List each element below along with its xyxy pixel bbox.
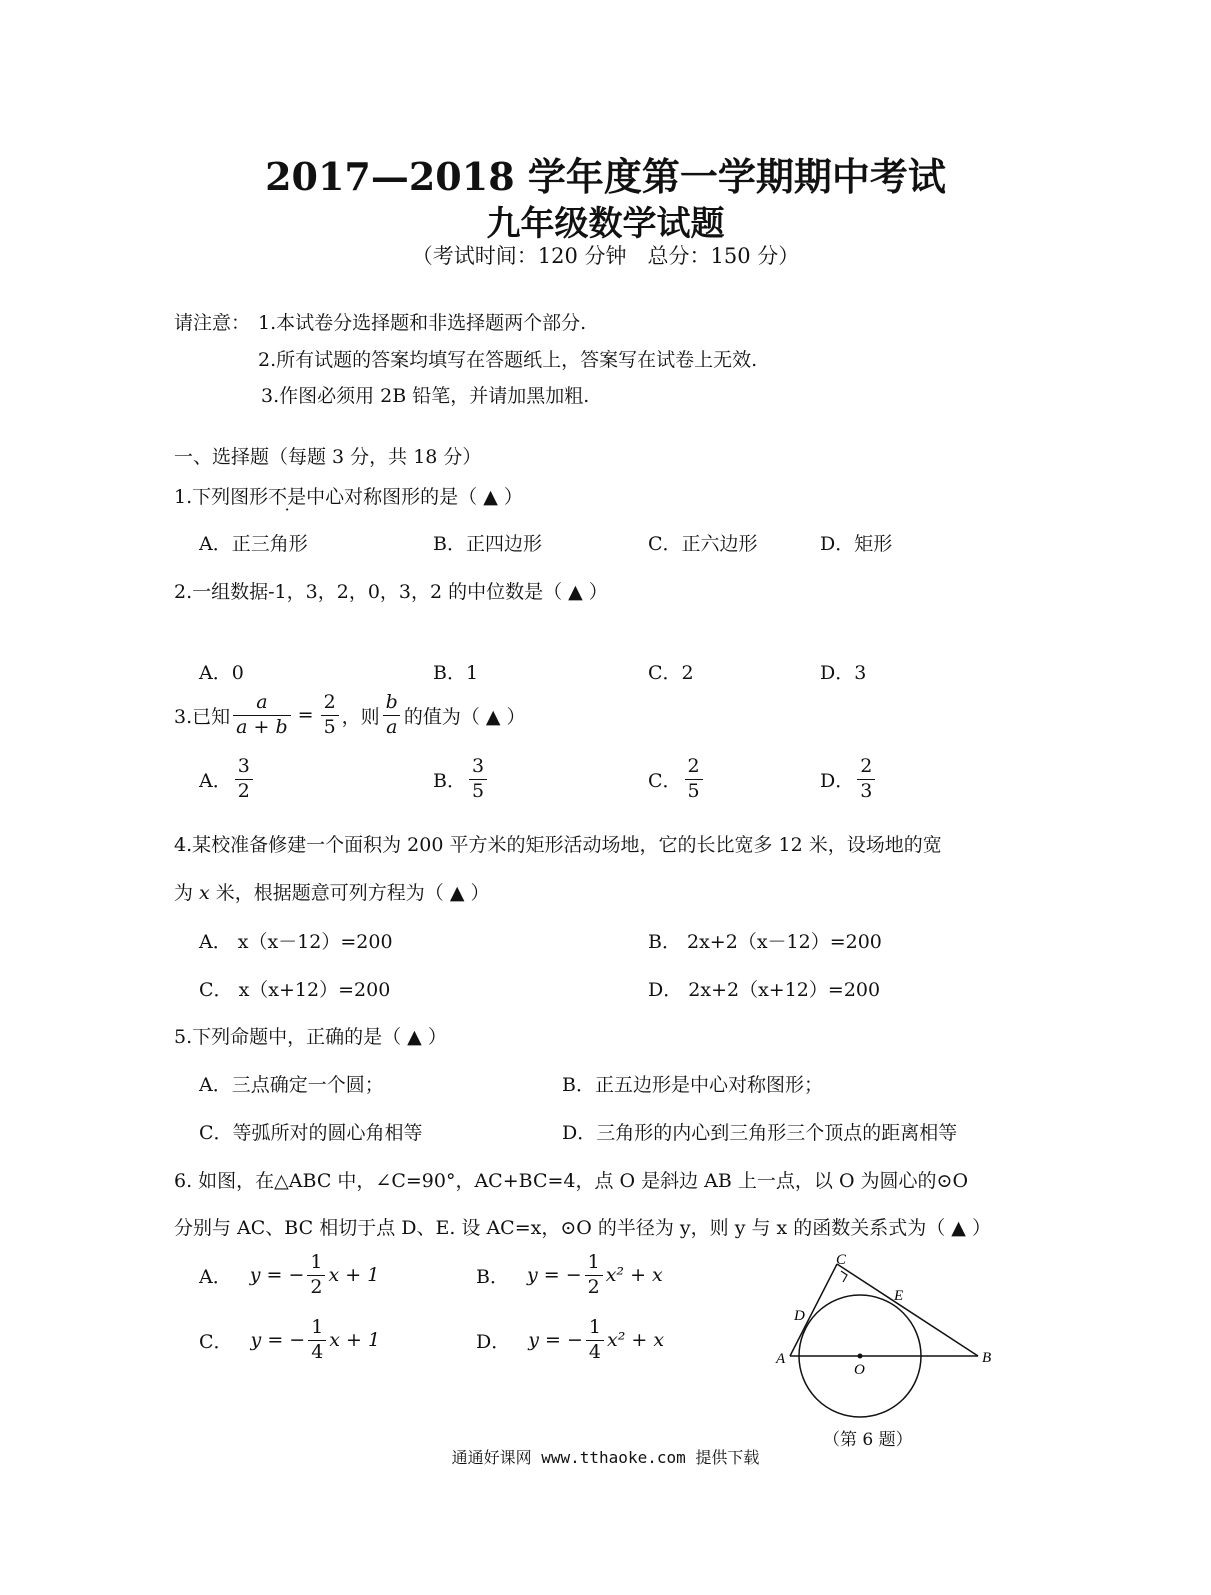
q3-option-b-letter: B． [433, 769, 466, 792]
q3-fraction-value [321, 693, 339, 738]
q4-line2-end: 米，根据题意可列方程为（ ▲ ） [209, 882, 490, 904]
q3-option-b [433, 757, 490, 802]
q6-option-d-lhs: y = − [528, 1329, 583, 1352]
q6-option-b-fraction [585, 1253, 603, 1298]
q6-option-a [199, 1253, 379, 1298]
q6-option-d [476, 1318, 664, 1363]
q3-fraction-target [383, 693, 401, 738]
q3-f2-denominator: 5 [321, 715, 339, 738]
label-d: D [794, 1308, 805, 1324]
q6-option-b-tail: x² + x [605, 1264, 663, 1287]
q3-f3-denominator: a [383, 715, 400, 738]
q3-option-c-fraction [685, 757, 703, 802]
q3-option-b-fraction [469, 757, 487, 802]
q3-option-a-num: 3 [237, 755, 250, 777]
q6-option-c [199, 1318, 380, 1363]
q1-option-d: D．矩形 [820, 533, 893, 555]
q4-option-a: A． x（x－12）=200 [199, 931, 393, 953]
q3-option-b-num: 3 [471, 755, 485, 777]
q6-option-c-num: 1 [311, 1316, 324, 1338]
q6-option-a-lhs: y = − [249, 1264, 305, 1287]
q3-prefix: 3.已知 [174, 705, 231, 728]
q3-option-d-num: 2 [860, 755, 873, 777]
q4-stem-line1: 4.某校准备修建一个面积为 200 平方米的矩形活动场地，它的长比宽多 12 米，设场地的宽 [174, 834, 942, 856]
label-c: C [836, 1252, 847, 1268]
label-o: O [854, 1362, 865, 1378]
q6-option-c-den: 4 [308, 1340, 326, 1363]
q6-option-d-num: 1 [588, 1316, 601, 1338]
q3-option-a-fraction [235, 757, 253, 802]
label-e: E [894, 1288, 904, 1304]
q4-option-c: C． x（x+12）=200 [199, 979, 391, 1001]
q3-mid: ，则 [341, 705, 380, 728]
q6-option-c-letter: C． [199, 1330, 233, 1353]
q4-variable: x [199, 882, 210, 904]
figure-caption: （第 6 题） [823, 1430, 913, 1450]
q6-option-b-num: 1 [587, 1251, 600, 1273]
q3-f2-numerator: 2 [323, 691, 336, 713]
q6-option-b-lhs: y = − [526, 1264, 582, 1287]
note-item-3: 3.作图必须用 2B 铅笔，并请加黑加粗. [261, 385, 590, 407]
q2-option-c: C．2 [648, 662, 694, 684]
q2-option-a: A．0 [199, 662, 244, 684]
q3-option-d [820, 757, 878, 802]
exam-title: 2017—2018 学年度第一学期期中考试 [265, 154, 946, 199]
q2-option-d: D．3 [820, 662, 867, 684]
q6-option-d-den: 4 [586, 1340, 604, 1363]
q3-f1-numerator: a [256, 691, 268, 713]
q4-stem-line2 [174, 878, 490, 905]
q1-option-c: C．正六边形 [648, 533, 758, 555]
q3-fraction-given [233, 693, 291, 738]
q1-stem-start: 1.下列图形 [174, 486, 269, 508]
q6-option-a-tail: x + 1 [328, 1264, 380, 1287]
section-heading: 一、选择题（每题 3 分，共 18 分） [174, 446, 482, 468]
exam-subject-title: 九年级数学试题 [486, 204, 725, 244]
q5-option-c: C．等弧所对的圆心角相等 [199, 1122, 423, 1144]
exam-subtitle: （考试时间：120 分钟 总分：150 分） [411, 244, 800, 268]
q4-option-b: B． 2x+2（x－12）=200 [648, 931, 882, 953]
q5-option-b: B．正五边形是中心对称图形； [562, 1074, 823, 1096]
q1-stem-emphasis: 不是 [268, 486, 307, 508]
q6-option-d-tail: x² + x [606, 1329, 665, 1352]
label-a: A [776, 1351, 786, 1367]
notes-label: 请注意： [174, 312, 251, 334]
q3-option-a-den: 2 [235, 779, 253, 802]
q3-option-d-fraction [857, 757, 875, 802]
q3-option-c-num: 2 [687, 755, 700, 777]
q4-option-d: D． 2x+2（x+12）=200 [648, 979, 881, 1001]
q6-option-b [476, 1253, 663, 1298]
q3-f3-numerator: b [385, 691, 398, 713]
q6-option-c-lhs: y = − [250, 1329, 306, 1352]
q3-suffix: 的值为（ ▲ ） [403, 705, 526, 728]
q3-option-a [199, 757, 256, 802]
page-footer: 通通好课网 www.tthaoke.com 提供下载 [451, 1448, 760, 1467]
q3-option-d-letter: D． [820, 769, 855, 792]
note-item-2: 2.所有试题的答案均填写在答题纸上，答案写在试卷上无效. [258, 349, 758, 371]
q3-f1-denominator: a + b [233, 715, 291, 738]
q3-option-c-letter: C． [648, 769, 682, 792]
q1-option-b: B．正四边形 [433, 533, 542, 555]
center-point-o [858, 1354, 863, 1359]
q6-option-c-fraction [308, 1318, 326, 1363]
q1-option-a: A．正三角形 [199, 533, 308, 555]
q3-option-a-letter: A． [199, 769, 232, 792]
q1-stem [174, 482, 523, 509]
q4-line2-start: 为 [174, 882, 200, 904]
q3-equals: = [297, 704, 314, 727]
q6-option-b-letter: B． [476, 1265, 509, 1288]
right-angle-mark [841, 1271, 847, 1282]
q6-option-a-num: 1 [310, 1251, 323, 1273]
q6-option-c-tail: x + 1 [329, 1329, 381, 1352]
q3-option-d-den: 3 [857, 779, 875, 802]
note-item-1: 1.本试卷分选择题和非选择题两个部分. [258, 312, 587, 334]
segment-cb [837, 1264, 978, 1356]
q6-option-b-den: 2 [585, 1275, 603, 1298]
q3-option-b-den: 5 [469, 779, 487, 802]
q5-option-a: A．三点确定一个圆； [199, 1074, 384, 1096]
q2-stem: 2.一组数据-1，3，2，0，3，2 的中位数是（ ▲ ） [174, 581, 608, 603]
q6-option-a-den: 2 [307, 1275, 325, 1298]
q5-stem: 5.下列命题中，正确的是（ ▲ ） [174, 1026, 447, 1048]
q5-option-d: D．三角形的内心到三角形三个顶点的距离相等 [562, 1122, 958, 1144]
q2-option-b: B．1 [433, 662, 479, 684]
label-b: B [982, 1350, 992, 1366]
q3-stem [174, 693, 526, 738]
q3-option-c-den: 5 [685, 779, 703, 802]
q6-option-d-letter: D． [476, 1330, 511, 1353]
q6-option-a-fraction [307, 1253, 325, 1298]
q3-option-c [648, 757, 706, 802]
q6-option-d-fraction [586, 1318, 604, 1363]
q6-option-a-letter: A． [199, 1265, 232, 1288]
q6-stem-line2: 分别与 AC、BC 相切于点 D、E. 设 AC=x，⊙O 的半径为 y，则 y 与 x 的函数关系式为（ ▲ ） [174, 1217, 991, 1239]
q1-stem-end: 中心对称图形的是（ ▲ ） [306, 486, 523, 508]
q6-geometry-figure [760, 1250, 1010, 1425]
q6-stem-line1: 6. 如图，在△ABC 中，∠C=90°，AC+BC=4，点 O 是斜边 AB 上一点，以 O 为圆心的⊙O [174, 1170, 969, 1192]
